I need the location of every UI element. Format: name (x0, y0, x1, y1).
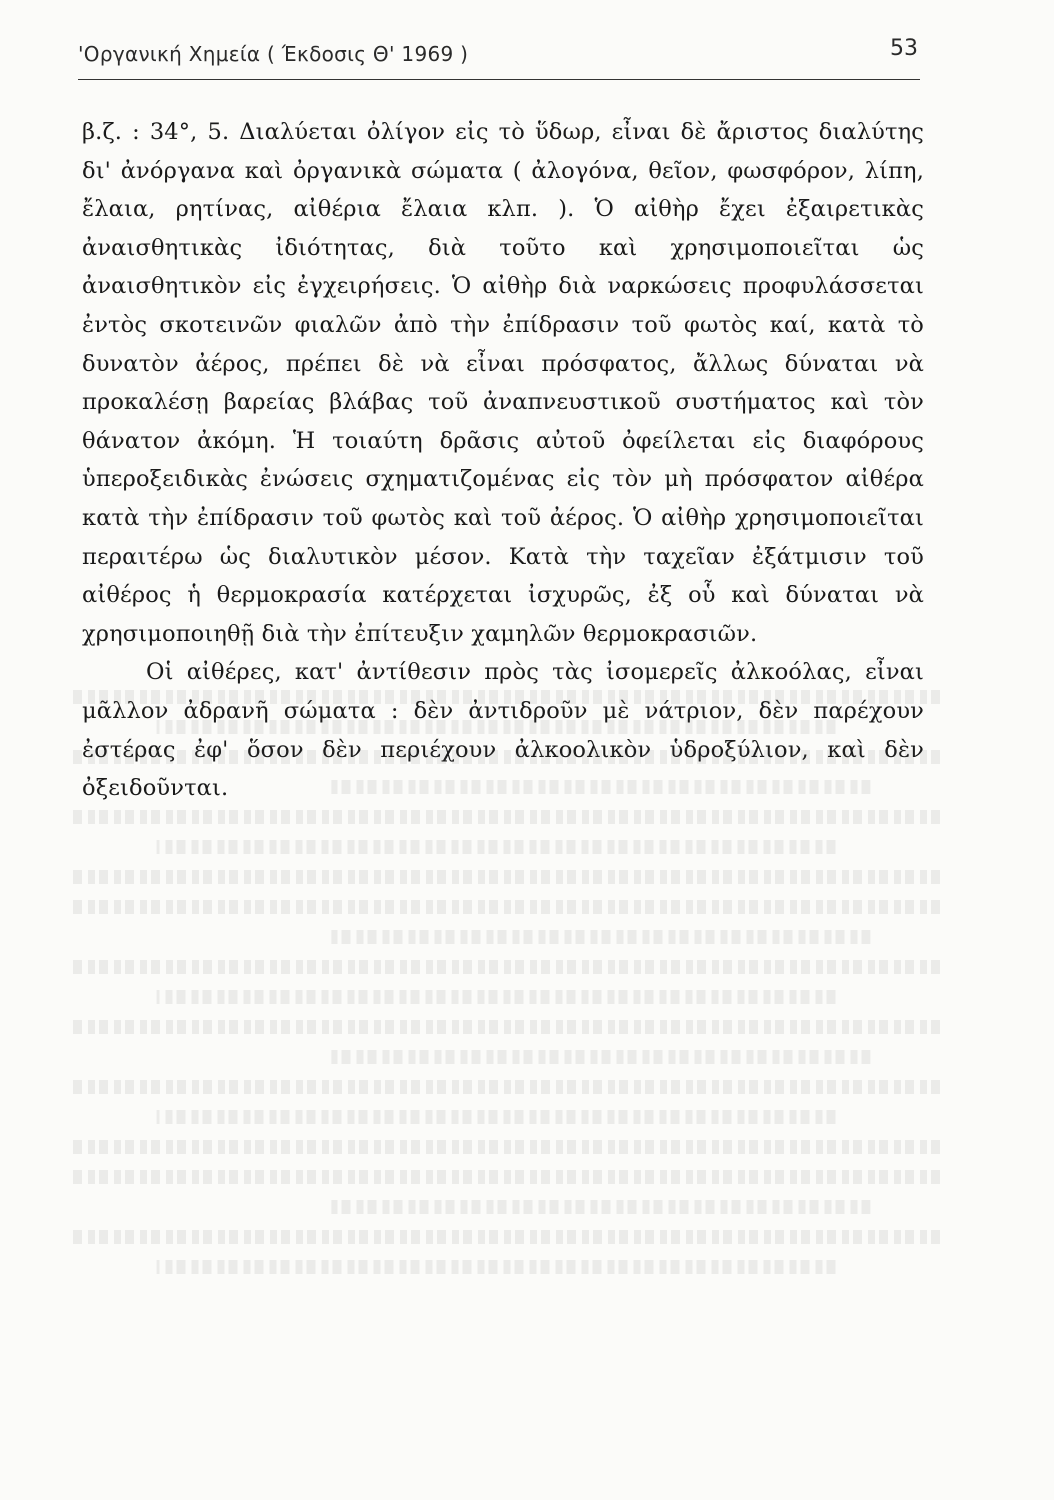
header-rule (78, 79, 920, 80)
page-header (78, 36, 918, 78)
page-number: 53 (890, 36, 918, 61)
body-text (82, 113, 924, 808)
paragraph-ethers-inert: Οἱ αἰθέρες, κατ' ἀντίθεσιν πρὸς τὰς ἰσομερεῖς ἀλκοόλας, εἶναι μᾶλλον ἀδρανῆ σώματα : δὲν ἀντιδροῦν μὲ νάτριον, δὲν παρέχουν ἐστέρας ἐφ' ὅσον δὲν περιέχουν ἀλκοολικὸν ὑδροξύλιον, καὶ δὲν ὀξειδοῦνται. (82, 659, 924, 802)
running-title: 'Οργανική Χημεία ( Έκδοσις Θ' 1969 ) (78, 42, 469, 66)
paragraph-ether-properties: β.ζ. : 34°, 5. Διαλύεται ὀλίγον εἰς τὸ ὕδωρ, εἶναι δὲ ἄριστος διαλύτης δι' ἀνόργανα καὶ ὀργανικὰ σώματα ( ἀλογόνα, θεῖον, φωσφόρον, λίπη, ἔλαια, ρητίνας, αἰθέρια ἔλαια κλπ. ). Ὁ αἰθὴρ ἔχει ἐξαιρετικὰς ἀναισθητικὰς ἰδιότητας, διὰ τοῦτο καὶ χρησιμοποιεῖται ὡς ἀναισθητικὸν εἰς ἐγχειρήσεις. Ὁ αἰθὴρ διὰ ναρκώσεις προφυλάσσεται ἐντὸς σκοτεινῶν φιαλῶν ἀπὸ τὴν ἐπίδρασιν τοῦ φωτὸς καί, κατὰ τὸ δυνατὸν ἀέρος, πρέπει δὲ νὰ εἶναι πρόσφατος, ἄλλως δύναται νὰ προκαλέσῃ βαρείας βλάβας τοῦ ἀναπνευστικοῦ συστήματος καὶ τὸν θάνατον ἀκόμη. Ἡ τοιαύτη δρᾶσις αὐτοῦ ὀφείλεται εἰς διαφόρους ὑπεροξειδικὰς ἐνώσεις σχηματιζομένας εἰς τὸν μὴ πρόσφατον αἰθέρα κατὰ τὴν ἐπίδρασιν τοῦ φωτὸς καὶ τοῦ ἀέρος. Ὁ αἰθὴρ χρησιμοποιεῖται περαιτέρω ὡς διαλυτικὸν μέσον. Κατὰ τὴν ταχεῖαν ἐξάτμισιν τοῦ αἰθέρος ἡ θερμοκρασία κατέρχεται ἰσχυρῶς, ἐξ οὗ καὶ δύναται νὰ χρησιμοποιηθῇ διὰ τὴν ἐπίτευξιν χαμηλῶν θερμοκρασιῶν. (82, 119, 924, 647)
